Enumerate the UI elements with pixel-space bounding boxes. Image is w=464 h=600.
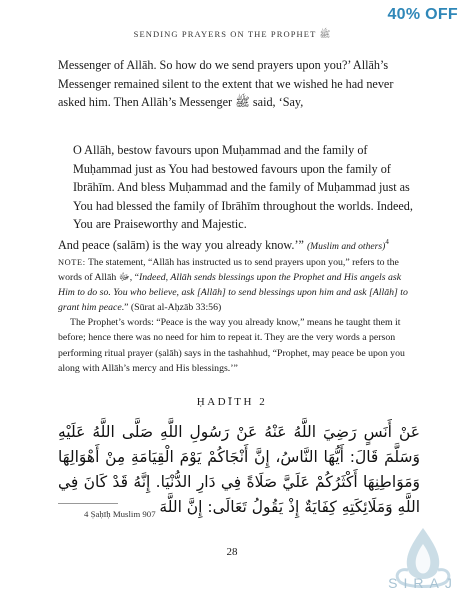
- peace-line: [58, 233, 428, 256]
- page-number: 28: [226, 546, 238, 558]
- note-p1-a: The statement, “Allāh has instructed us to send prayers upon you,” refers to the words of Allāh ﷻ, “: [58, 257, 399, 284]
- hadith-title: ḤADĪTH 2: [196, 396, 268, 408]
- running-head: [0, 28, 464, 42]
- salutation-glyph: ﷺ: [319, 29, 331, 39]
- arabic-hadith-text: عَنْ أَنَسٍ رَضِيَ اللَّهُ عَنْهُ عَنْ رَسُولِ اللَّهِ صَلَّى اللَّهُ عَلَيْهِ وَسَلَّمَ قَالَ: أَيُّهَا النَّاسُ، إِنَّ أَنْجَاكُمْ يَوْمَ الْقِيَامَةِ مِنْ أَهْوَالِهَا وَمَوَاطِنِهَا أَكْثَرُكُمْ عَلَيَّ صَلَاةً فِي دَارِ الدُّنْيَا. إِنَّهُ قَدْ كَانَ فِي اللَّهِ وَمَلَائِكَتِهِ كِفَايَةٌ إِذْ يَقُولُ تَعَالَى: إِنَّ اللَّهَ: [58, 423, 420, 516]
- note-p1-quote: Indeed, Allāh sends blessings upon the Prophet and His angels ask Him to do so. You who believe, ask [Allāh] to send blessings upon him and ask [Allāh] to grant him peace: [58, 272, 408, 314]
- note-paragraph-2: The Prophet’s words: “Peace is the way you already know,” means he taught them it before; hence there was no need for him to repeat it. They are the very words a person performing ritual prayer (ṣalāh) says in the tashahhud, “Prophet, may peace be upon you along with Allāh’s mercy and His blessings.’”: [58, 317, 405, 374]
- note-paragraph-1: [58, 255, 420, 315]
- paragraph-1: Messenger of Allāh. So how do we send prayers upon you?’ Allāh’s Messenger remained silent to the extent that we wished he had never asked him. Then Allāh’s Messenger ﷺ said, ‘Say,: [58, 58, 394, 109]
- peace-text: And peace (salām) is the way you already know.’”: [58, 238, 304, 253]
- running-head-text: SENDING PRAYERS ON THE PROPHET: [133, 29, 317, 39]
- note-label: NOTE:: [58, 258, 86, 267]
- discount-badge: 40% OFF: [387, 6, 458, 23]
- note-block: [58, 255, 420, 376]
- footnote: 4 Ṣaḥīḥ Muslim 907: [84, 509, 156, 519]
- footnote-ref: 4: [385, 238, 389, 246]
- supplication-quote: O Allāh, bestow favours upon Muḥammad and the family of Muḥammad just as You had bestowed favours upon the family of Ibrāhīm. And bless Muḥammad and the family of Muḥammad just as You had blessed the family of Ibrāhīm throughout the worlds. Indeed, You are Praiseworthy and Majestic.: [73, 143, 413, 232]
- siraj-logo-text: SIRAJ: [388, 575, 458, 591]
- note-p1-b: .” (Sūrat al-Aḥzāb 33:56): [121, 302, 222, 314]
- peace-source: (Muslim and others): [306, 241, 386, 253]
- footnote-divider: [58, 503, 118, 504]
